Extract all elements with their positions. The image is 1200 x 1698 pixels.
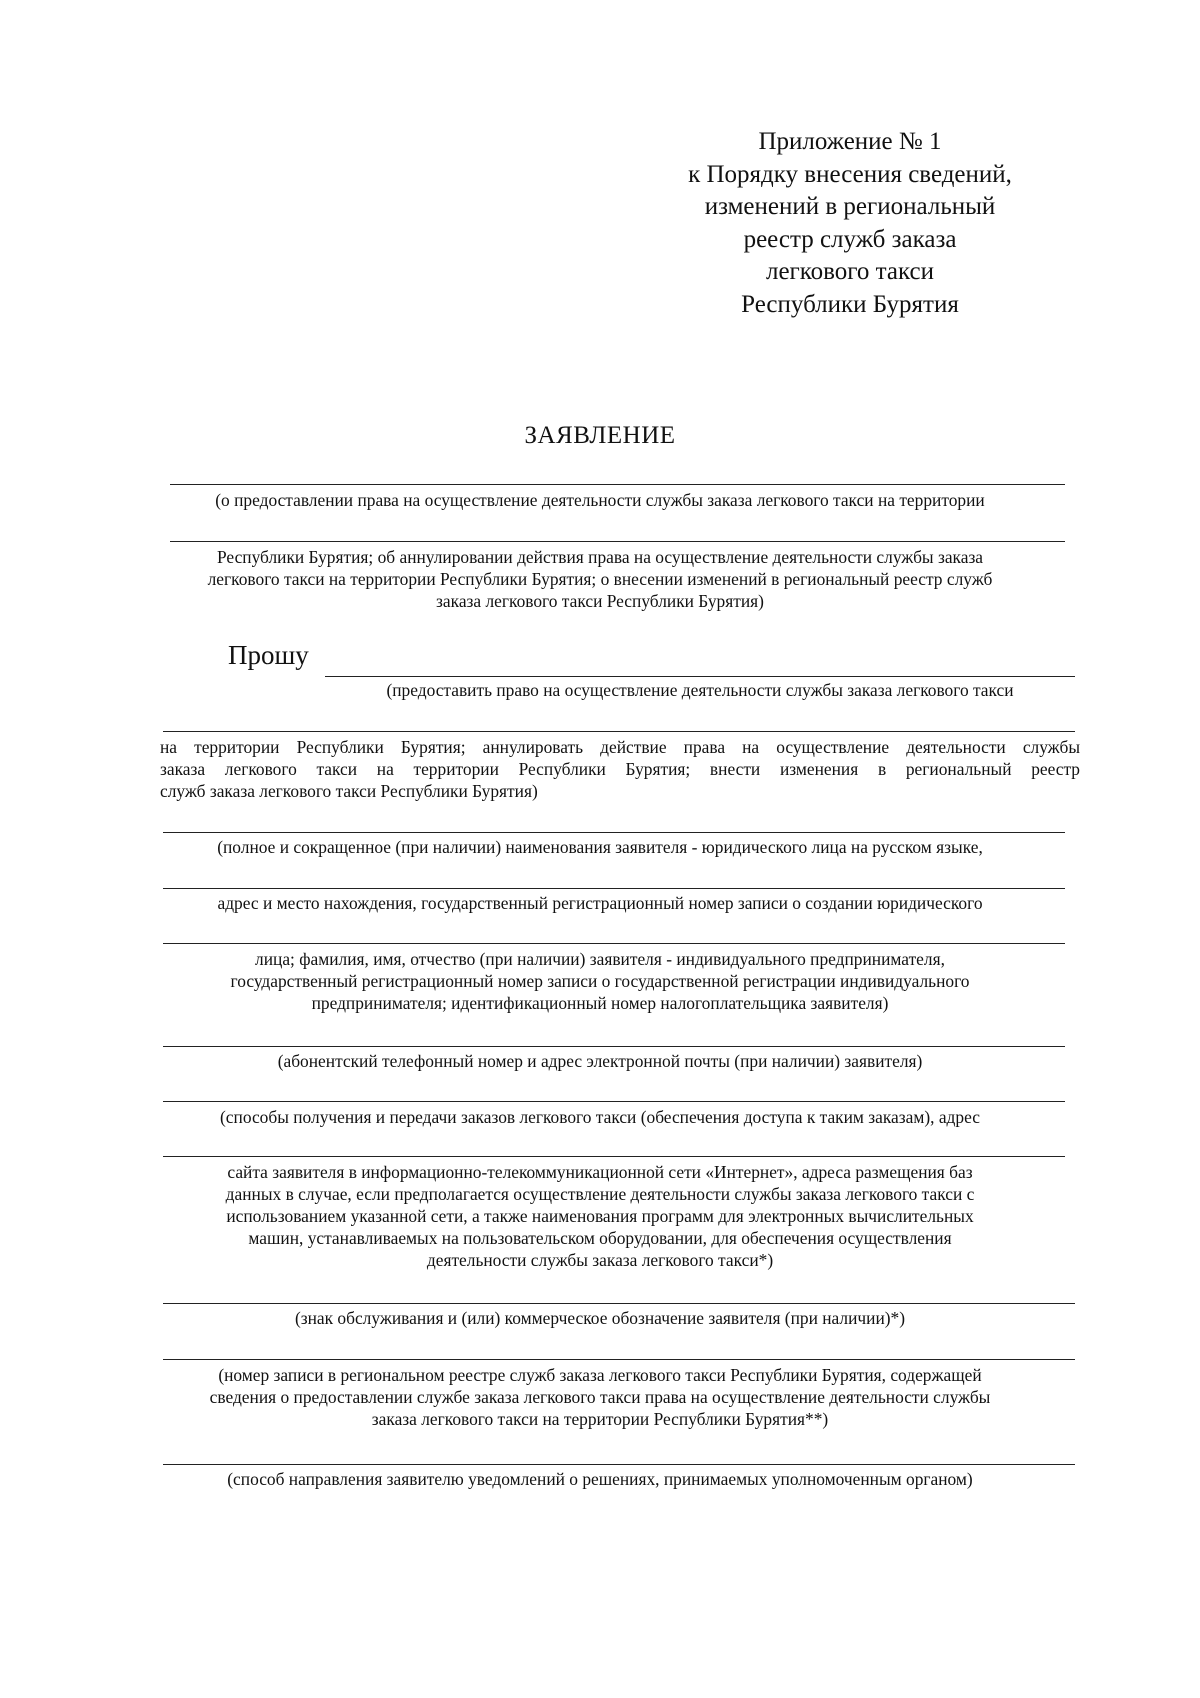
subject-caption-continued: Республики Бурятия; об аннулировании действия права на осуществление деятельности службы заказа легкового такси на территории Республики Бурятия; о внесении изменений в региональный реестр служб заказа легкового такси Республики Бурятия) xyxy=(207,547,993,611)
request-label: Прошу xyxy=(228,640,309,670)
fill-line[interactable] xyxy=(163,1359,1075,1360)
fill-line[interactable] xyxy=(163,1156,1065,1157)
appendix-header xyxy=(640,126,1060,321)
appendix-line: изменений в региональный xyxy=(704,193,996,220)
order-methods-caption: (способы получения и передачи заказов легкового такси (обеспечения доступа к таким заказам), адрес xyxy=(220,1107,980,1127)
registry-record-caption: (номер записи в региональном реестре служб заказа легкового такси Республики Бурятия, содержащей сведения о предоставлении службе заказа легкового такси права на осуществление деятельности службы заказа легкового такси на территории Республики Бурятия**) xyxy=(209,1365,991,1429)
applicant-caption-person: лица; фамилия, имя, отчество (при наличии) заявителя - индивидуального предпринимателя, государственный регистрационный номер записи о государственной регистрации индивидуального предпринимателя; идентификационный номер налогоплательщика заявителя) xyxy=(230,949,970,1013)
applicant-caption-address: адрес и место нахождения, государственный регистрационный номер записи о создании юридического xyxy=(217,893,983,913)
fill-line[interactable] xyxy=(163,1464,1075,1465)
subject-caption: (о предоставлении права на осуществление деятельности службы заказа легкового такси на территории xyxy=(215,490,985,510)
applicant-caption: (полное и сокращенное (при наличии) наименования заявителя - юридического лица на русском языке, xyxy=(217,837,983,857)
appendix-line: Республики Бурятия xyxy=(741,290,959,318)
fill-line[interactable] xyxy=(163,943,1065,944)
fill-line[interactable] xyxy=(163,731,1075,732)
request-caption: (предоставить право на осуществление деятельности службы заказа легкового такси xyxy=(386,680,1014,700)
notification-caption: (способ направления заявителю уведомлений о решениях, принимаемых уполномоченным органом) xyxy=(227,1469,973,1489)
fill-line[interactable] xyxy=(163,888,1065,889)
fill-line[interactable] xyxy=(163,832,1065,833)
contacts-caption: (абонентский телефонный номер и адрес электронной почты (при наличии) заявителя) xyxy=(277,1051,923,1071)
request-fill-line[interactable] xyxy=(325,676,1075,677)
trademark-caption: (знак обслуживания и (или) коммерческое обозначение заявителя (при наличии)*) xyxy=(294,1308,906,1328)
fill-line[interactable] xyxy=(163,1101,1065,1102)
fill-line[interactable] xyxy=(170,541,1065,542)
fill-line[interactable] xyxy=(170,484,1065,485)
request-caption-continued: на территории Республики Бурятия; аннулировать действие права на осуществление деятельности службы заказа легкового такси на территории Республики Бурятия; внести изменения в региональный реестр служб заказа легкового такси Республики Бурятия) xyxy=(160,737,1080,801)
appendix-line: легкового такси xyxy=(765,258,935,285)
fill-line[interactable] xyxy=(163,1046,1065,1047)
fill-line[interactable] xyxy=(163,1303,1075,1304)
appendix-line: Приложение № 1 xyxy=(758,128,942,155)
appendix-line: реестр служб заказа xyxy=(743,225,957,253)
document-title: ЗАЯВЛЕНИЕ xyxy=(524,422,676,449)
appendix-line: к Порядку внесения сведений, xyxy=(688,160,1012,188)
order-methods-caption-continued: сайта заявителя в информационно-телекоммуникационной сети «Интернет», адреса размещения баз данных в случае, если предполагается осуществление деятельности службы заказа легкового такси с использованием указанной сети, а также наименования программ для электронных вычислительных машин, устанавливаемых на пользовательском оборудовании, для обеспечения осуществления деятельности службы заказа легкового такси*) xyxy=(225,1162,975,1270)
